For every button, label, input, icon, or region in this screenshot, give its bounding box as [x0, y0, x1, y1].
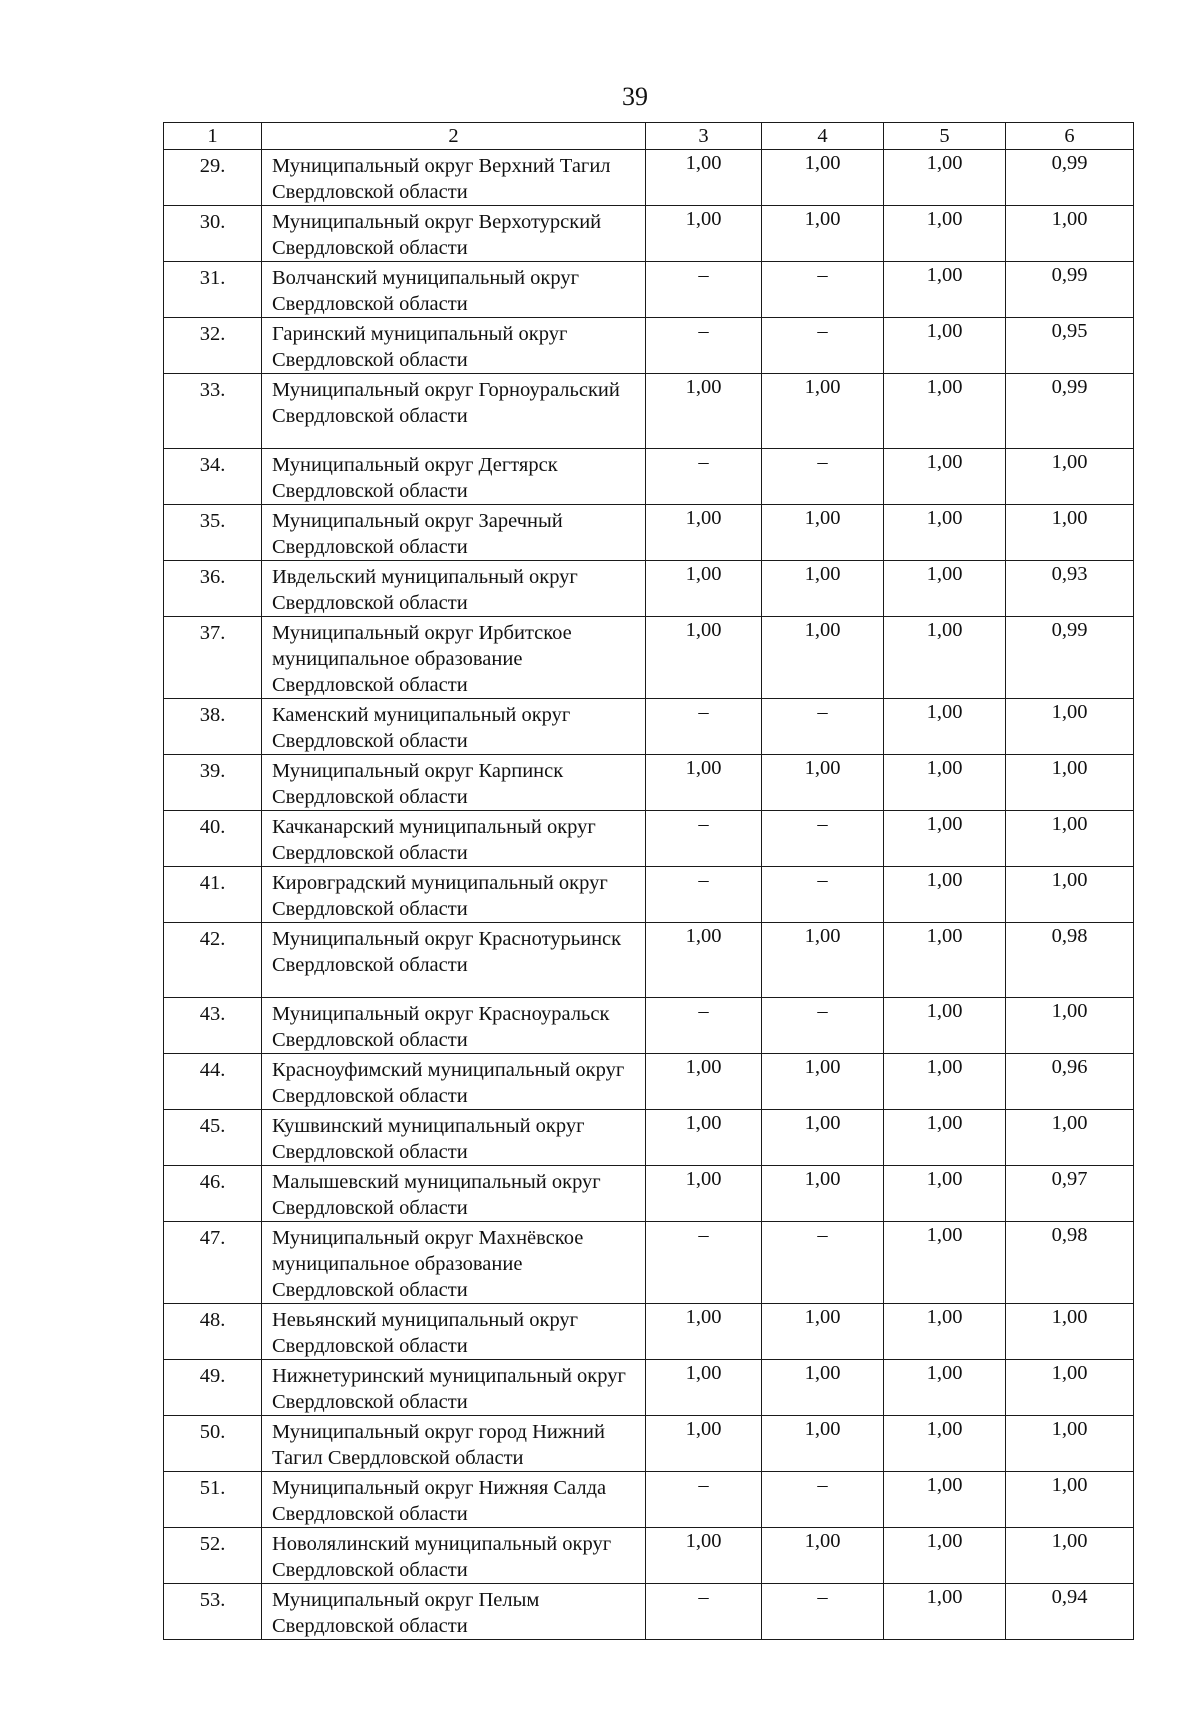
- page-number: 39: [622, 82, 648, 111]
- table-row: [164, 698, 1134, 754]
- table-row: [164, 1527, 1134, 1583]
- value-cell-col-4: –: [762, 698, 884, 754]
- value-cell-col-4: –: [762, 1583, 884, 1639]
- table-row: [164, 374, 1134, 449]
- value-cell-col-4: 1,00: [762, 374, 884, 449]
- row-number-cell: 47.: [164, 1221, 262, 1303]
- value-cell-col-5: 1,00: [884, 560, 1006, 616]
- row-number-cell: 39.: [164, 754, 262, 810]
- value-cell-col-3: 1,00: [646, 1053, 762, 1109]
- municipality-name-cell: Муниципальный округ Ирбитское муниципальное образование Свердловской области: [262, 616, 646, 698]
- row-number-cell: 51.: [164, 1471, 262, 1527]
- table-row: [164, 1583, 1134, 1639]
- value-cell-col-6: 1,00: [1006, 1359, 1134, 1415]
- municipality-name-cell: Муниципальный округ Верхотурский Свердловской области: [262, 206, 646, 262]
- row-number-cell: 43.: [164, 997, 262, 1053]
- value-cell-col-3: –: [646, 810, 762, 866]
- municipality-name-cell: Муниципальный округ Карпинск Свердловской области: [262, 754, 646, 810]
- value-cell-col-5: 1,00: [884, 448, 1006, 504]
- row-number-cell: 36.: [164, 560, 262, 616]
- value-cell-col-3: –: [646, 1221, 762, 1303]
- value-cell-col-5: 1,00: [884, 1303, 1006, 1359]
- value-cell-col-4: –: [762, 866, 884, 922]
- value-cell-col-5: 1,00: [884, 504, 1006, 560]
- value-cell-col-6: 1,00: [1006, 866, 1134, 922]
- value-cell-col-4: 1,00: [762, 1109, 884, 1165]
- table-row: [164, 1053, 1134, 1109]
- value-cell-col-4: –: [762, 448, 884, 504]
- value-cell-col-3: –: [646, 318, 762, 374]
- municipality-name-cell: Муниципальный округ Краснотурьинск Свердловской области: [262, 922, 646, 997]
- municipality-name-cell: Невьянский муниципальный округ Свердловской области: [262, 1303, 646, 1359]
- table-row: [164, 754, 1134, 810]
- value-cell-col-6: 1,00: [1006, 810, 1134, 866]
- value-cell-col-4: 1,00: [762, 1415, 884, 1471]
- municipality-name-cell: Муниципальный округ Дегтярск Свердловской области: [262, 448, 646, 504]
- row-number-cell: 29.: [164, 150, 262, 206]
- table-row: [164, 150, 1134, 206]
- row-number-cell: 49.: [164, 1359, 262, 1415]
- value-cell-col-4: –: [762, 318, 884, 374]
- value-cell-col-4: 1,00: [762, 206, 884, 262]
- header-cell-col-2: 2: [262, 123, 646, 150]
- value-cell-col-5: 1,00: [884, 1053, 1006, 1109]
- header-cell-col-6: 6: [1006, 123, 1134, 150]
- value-cell-col-5: 1,00: [884, 1359, 1006, 1415]
- value-cell-col-3: 1,00: [646, 1415, 762, 1471]
- row-number-cell: 30.: [164, 206, 262, 262]
- municipality-name-cell: Ивдельский муниципальный округ Свердловской области: [262, 560, 646, 616]
- value-cell-col-4: 1,00: [762, 1527, 884, 1583]
- table-row: [164, 318, 1134, 374]
- municipality-name-cell: Малышевский муниципальный округ Свердловской области: [262, 1165, 646, 1221]
- value-cell-col-3: –: [646, 1471, 762, 1527]
- value-cell-col-3: 1,00: [646, 754, 762, 810]
- value-cell-col-3: –: [646, 1583, 762, 1639]
- municipality-name-cell: Муниципальный округ Махнёвское муниципальное образование Свердловской области: [262, 1221, 646, 1303]
- value-cell-col-6: 1,00: [1006, 504, 1134, 560]
- value-cell-col-4: 1,00: [762, 1165, 884, 1221]
- row-number-cell: 35.: [164, 504, 262, 560]
- value-cell-col-6: 0,99: [1006, 374, 1134, 449]
- value-cell-col-5: 1,00: [884, 754, 1006, 810]
- table-row: [164, 206, 1134, 262]
- value-cell-col-4: 1,00: [762, 754, 884, 810]
- table-row: [164, 1415, 1134, 1471]
- value-cell-col-5: 1,00: [884, 318, 1006, 374]
- value-cell-col-5: 1,00: [884, 1583, 1006, 1639]
- value-cell-col-5: 1,00: [884, 997, 1006, 1053]
- value-cell-col-5: 1,00: [884, 866, 1006, 922]
- row-number-cell: 46.: [164, 1165, 262, 1221]
- municipality-name-cell: Кировградский муниципальный округ Свердловской области: [262, 866, 646, 922]
- row-number-cell: 53.: [164, 1583, 262, 1639]
- table-row: [164, 1359, 1134, 1415]
- row-number-cell: 37.: [164, 616, 262, 698]
- value-cell-col-4: 1,00: [762, 922, 884, 997]
- value-cell-col-5: 1,00: [884, 922, 1006, 997]
- value-cell-col-5: 1,00: [884, 1221, 1006, 1303]
- row-number-cell: 33.: [164, 374, 262, 449]
- row-number-cell: 45.: [164, 1109, 262, 1165]
- table-row: [164, 448, 1134, 504]
- table-row: [164, 1303, 1134, 1359]
- municipality-name-cell: Кушвинский муниципальный округ Свердловской области: [262, 1109, 646, 1165]
- value-cell-col-3: 1,00: [646, 1527, 762, 1583]
- value-cell-col-6: 0,99: [1006, 616, 1134, 698]
- table-row: [164, 1109, 1134, 1165]
- table-row: [164, 560, 1134, 616]
- table-row: [164, 616, 1134, 698]
- value-cell-col-3: –: [646, 262, 762, 318]
- value-cell-col-6: 1,00: [1006, 1415, 1134, 1471]
- value-cell-col-6: 1,00: [1006, 1109, 1134, 1165]
- municipality-name-cell: Муниципальный округ город Нижний Тагил Свердловской области: [262, 1415, 646, 1471]
- value-cell-col-4: 1,00: [762, 1303, 884, 1359]
- row-number-cell: 44.: [164, 1053, 262, 1109]
- value-cell-col-5: 1,00: [884, 698, 1006, 754]
- value-cell-col-5: 1,00: [884, 1415, 1006, 1471]
- municipality-name-cell: Нижнетуринский муниципальный округ Свердловской области: [262, 1359, 646, 1415]
- municipality-name-cell: Новолялинский муниципальный округ Свердловской области: [262, 1527, 646, 1583]
- value-cell-col-4: 1,00: [762, 1359, 884, 1415]
- value-cell-col-6: 0,98: [1006, 922, 1134, 997]
- header-cell-col-1: 1: [164, 123, 262, 150]
- table-row: [164, 262, 1134, 318]
- value-cell-col-3: 1,00: [646, 374, 762, 449]
- municipality-name-cell: Волчанский муниципальный округ Свердловской области: [262, 262, 646, 318]
- value-cell-col-3: –: [646, 698, 762, 754]
- municipality-name-cell: Муниципальный округ Заречный Свердловской области: [262, 504, 646, 560]
- value-cell-col-4: 1,00: [762, 150, 884, 206]
- municipality-name-cell: Гаринский муниципальный округ Свердловской области: [262, 318, 646, 374]
- row-number-cell: 48.: [164, 1303, 262, 1359]
- value-cell-col-3: 1,00: [646, 150, 762, 206]
- header-cell-col-5: 5: [884, 123, 1006, 150]
- value-cell-col-3: 1,00: [646, 504, 762, 560]
- row-number-cell: 34.: [164, 448, 262, 504]
- municipality-name-cell: Муниципальный округ Красноуральск Свердловской области: [262, 997, 646, 1053]
- value-cell-col-5: 1,00: [884, 1527, 1006, 1583]
- value-cell-col-6: 1,00: [1006, 698, 1134, 754]
- value-cell-col-3: 1,00: [646, 560, 762, 616]
- value-cell-col-5: 1,00: [884, 150, 1006, 206]
- table-row: [164, 810, 1134, 866]
- value-cell-col-6: 0,96: [1006, 1053, 1134, 1109]
- value-cell-col-6: 1,00: [1006, 206, 1134, 262]
- value-cell-col-6: 1,00: [1006, 1303, 1134, 1359]
- table-row: [164, 1221, 1134, 1303]
- row-number-cell: 40.: [164, 810, 262, 866]
- value-cell-col-6: 0,99: [1006, 262, 1134, 318]
- value-cell-col-5: 1,00: [884, 262, 1006, 318]
- value-cell-col-4: 1,00: [762, 504, 884, 560]
- value-cell-col-4: –: [762, 262, 884, 318]
- value-cell-col-3: 1,00: [646, 1165, 762, 1221]
- row-number-cell: 41.: [164, 866, 262, 922]
- value-cell-col-4: –: [762, 810, 884, 866]
- value-cell-col-6: 1,00: [1006, 1527, 1134, 1583]
- municipality-name-cell: Муниципальный округ Нижняя Салда Свердловской области: [262, 1471, 646, 1527]
- table-row: [164, 997, 1134, 1053]
- value-cell-col-3: –: [646, 997, 762, 1053]
- municipality-name-cell: Красноуфимский муниципальный округ Свердловской области: [262, 1053, 646, 1109]
- value-cell-col-4: 1,00: [762, 1053, 884, 1109]
- table-row: [164, 1471, 1134, 1527]
- value-cell-col-5: 1,00: [884, 374, 1006, 449]
- header-cell-col-3: 3: [646, 123, 762, 150]
- value-cell-col-6: 1,00: [1006, 754, 1134, 810]
- value-cell-col-6: 0,98: [1006, 1221, 1134, 1303]
- table-row: [164, 1165, 1134, 1221]
- municipality-name-cell: Муниципальный округ Горноуральский Свердловской области: [262, 374, 646, 449]
- value-cell-col-4: 1,00: [762, 560, 884, 616]
- value-cell-col-5: 1,00: [884, 1471, 1006, 1527]
- value-cell-col-6: 0,93: [1006, 560, 1134, 616]
- municipality-name-cell: Муниципальный округ Верхний Тагил Свердловской области: [262, 150, 646, 206]
- value-cell-col-4: 1,00: [762, 616, 884, 698]
- table-row: [164, 504, 1134, 560]
- value-cell-col-6: 1,00: [1006, 448, 1134, 504]
- value-cell-col-4: –: [762, 1221, 884, 1303]
- row-number-cell: 52.: [164, 1527, 262, 1583]
- row-number-cell: 50.: [164, 1415, 262, 1471]
- row-number-cell: 32.: [164, 318, 262, 374]
- value-cell-col-5: 1,00: [884, 810, 1006, 866]
- value-cell-col-3: 1,00: [646, 206, 762, 262]
- value-cell-col-3: 1,00: [646, 922, 762, 997]
- value-cell-col-3: 1,00: [646, 1359, 762, 1415]
- value-cell-col-5: 1,00: [884, 1165, 1006, 1221]
- municipality-name-cell: Муниципальный округ Пелым Свердловской области: [262, 1583, 646, 1639]
- value-cell-col-4: –: [762, 997, 884, 1053]
- table-row: [164, 866, 1134, 922]
- row-number-cell: 42.: [164, 922, 262, 997]
- data-table: [163, 122, 1134, 1640]
- value-cell-col-6: 1,00: [1006, 1471, 1134, 1527]
- value-cell-col-6: 0,95: [1006, 318, 1134, 374]
- value-cell-col-3: 1,00: [646, 616, 762, 698]
- value-cell-col-3: 1,00: [646, 1303, 762, 1359]
- municipality-name-cell: Качканарский муниципальный округ Свердловской области: [262, 810, 646, 866]
- value-cell-col-6: 0,94: [1006, 1583, 1134, 1639]
- row-number-cell: 31.: [164, 262, 262, 318]
- table-row: [164, 922, 1134, 997]
- municipality-name-cell: Каменский муниципальный округ Свердловской области: [262, 698, 646, 754]
- value-cell-col-3: 1,00: [646, 1109, 762, 1165]
- table-header-row: [164, 123, 1134, 150]
- value-cell-col-3: –: [646, 448, 762, 504]
- value-cell-col-6: 0,97: [1006, 1165, 1134, 1221]
- row-number-cell: 38.: [164, 698, 262, 754]
- header-cell-col-4: 4: [762, 123, 884, 150]
- value-cell-col-6: 1,00: [1006, 997, 1134, 1053]
- value-cell-col-5: 1,00: [884, 1109, 1006, 1165]
- value-cell-col-3: –: [646, 866, 762, 922]
- value-cell-col-5: 1,00: [884, 206, 1006, 262]
- value-cell-col-4: –: [762, 1471, 884, 1527]
- value-cell-col-5: 1,00: [884, 616, 1006, 698]
- value-cell-col-6: 0,99: [1006, 150, 1134, 206]
